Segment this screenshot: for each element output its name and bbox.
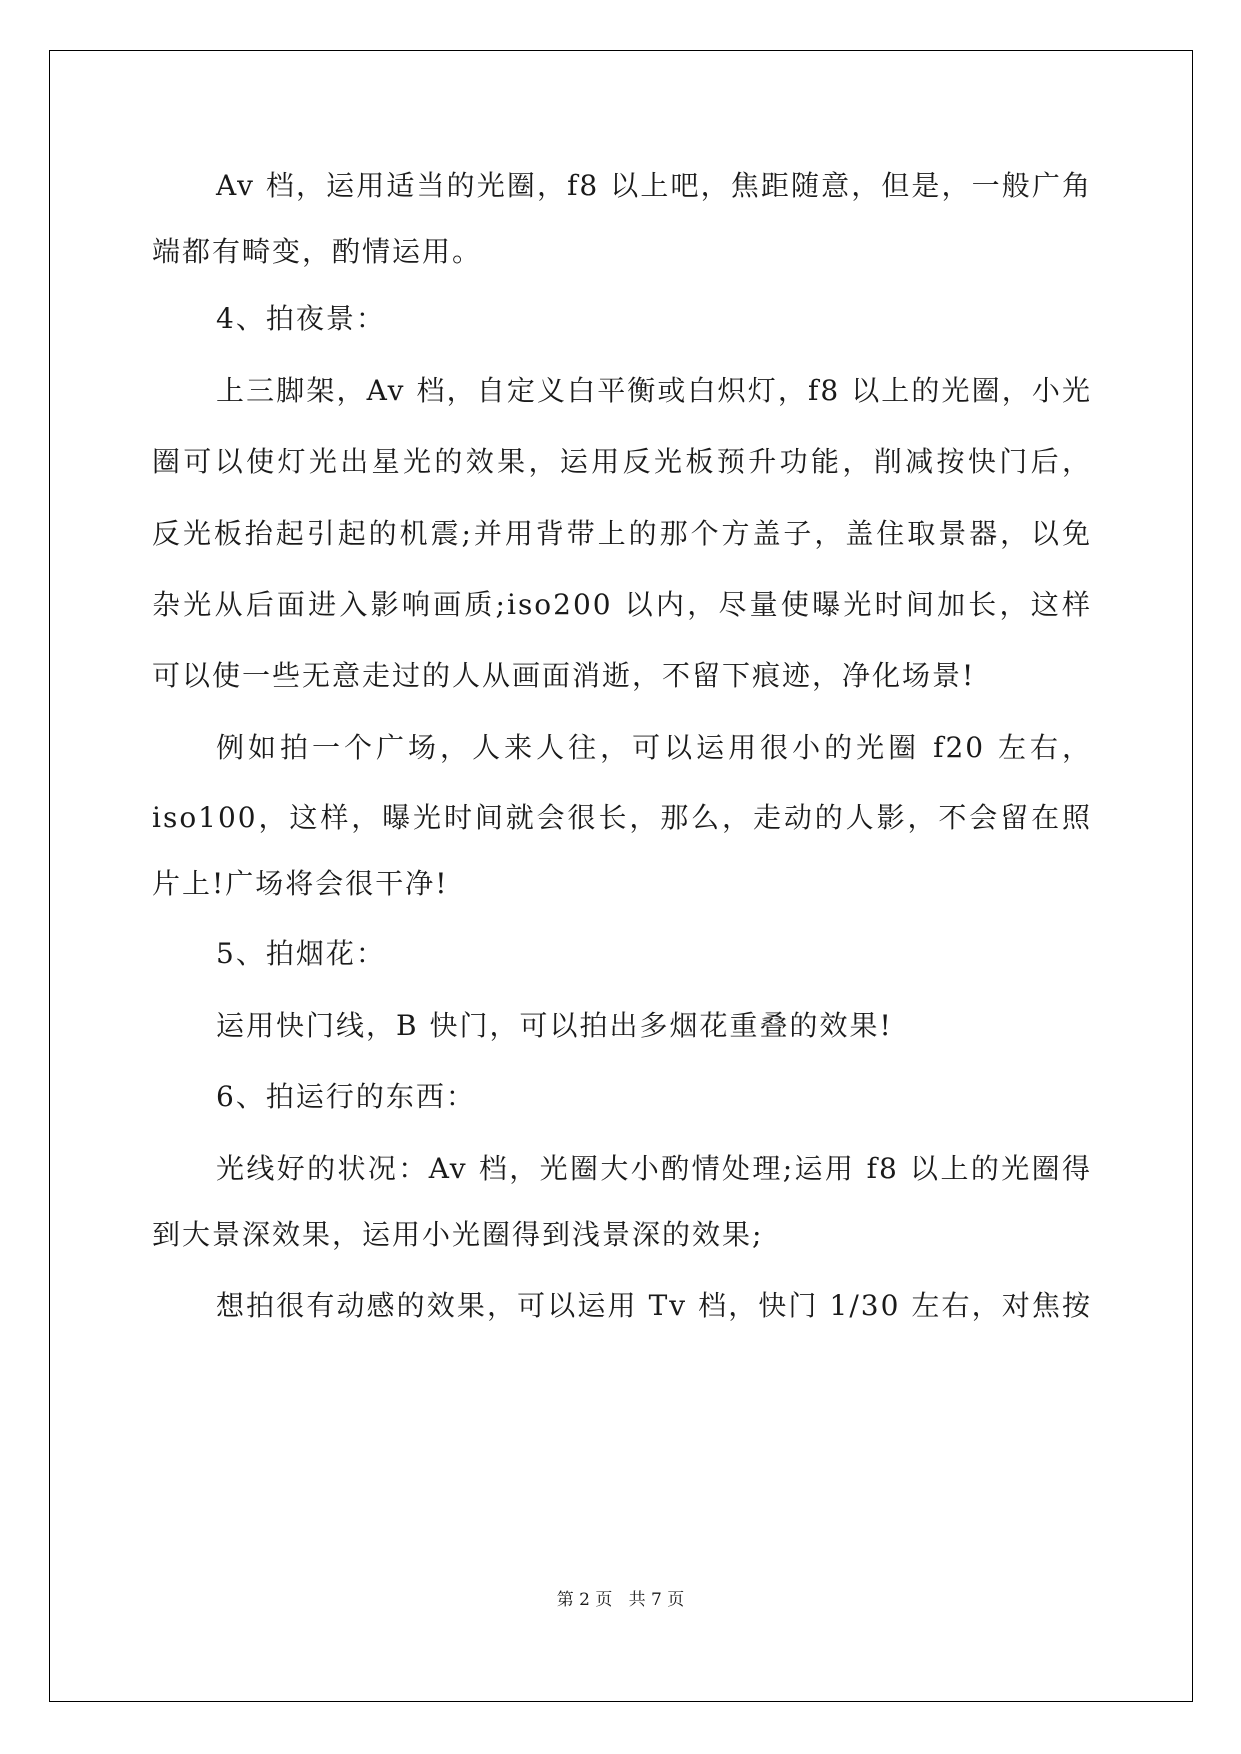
text-line: 光线好的状况：Av 档，光圈大小酌情处理;运用 f8 以上的光圈得 [216,1152,1092,1185]
text-line: 到大景深效果，运用小光圈得到浅景深的效果; [152,1218,764,1251]
text-line: 例如拍一个广场，人来人往，可以运用很小的光圈 f20 左右， [216,731,1092,764]
text-line: 可以使一些无意走过的人从画面消逝，不留下痕迹，净化场景! [152,659,976,692]
page-number-footer: 第 2 页 共 7 页 [556,1590,685,1610]
text-line: 想拍很有动感的效果，可以运用 Tv 档，快门 1/30 左右，对焦按 [216,1289,1092,1322]
text-line: 端都有畸变，酌情运用。 [152,235,483,268]
text-line: 上三脚架，Av 档，自定义白平衡或白炽灯，f8 以上的光圈，小光 [216,374,1092,407]
text-line: iso100，这样，曝光时间就会很长，那么，走动的人影，不会留在照 [152,801,1092,834]
text-line: 反光板抬起引起的机震;并用背带上的那个方盖子，盖住取景器，以免 [152,517,1092,550]
section-heading: 4、拍夜景： [216,302,386,335]
section-heading: 5、拍烟花： [216,937,386,970]
section-heading: 6、拍运行的东西： [216,1080,476,1113]
text-line: 片上!广场将会很干净! [152,867,449,900]
text-line: 圈可以使灯光出星光的效果，运用反光板预升功能，削减按快门后， [152,445,1092,478]
text-line: 杂光从后面进入影响画质;iso200 以内，尽量使曝光时间加长，这样 [152,588,1092,621]
text-line: 运用快门线，B 快门，可以拍出多烟花重叠的效果! [216,1009,893,1042]
text-line: Av 档，运用适当的光圈，f8 以上吧，焦距随意，但是，一般广角 [216,169,1092,202]
